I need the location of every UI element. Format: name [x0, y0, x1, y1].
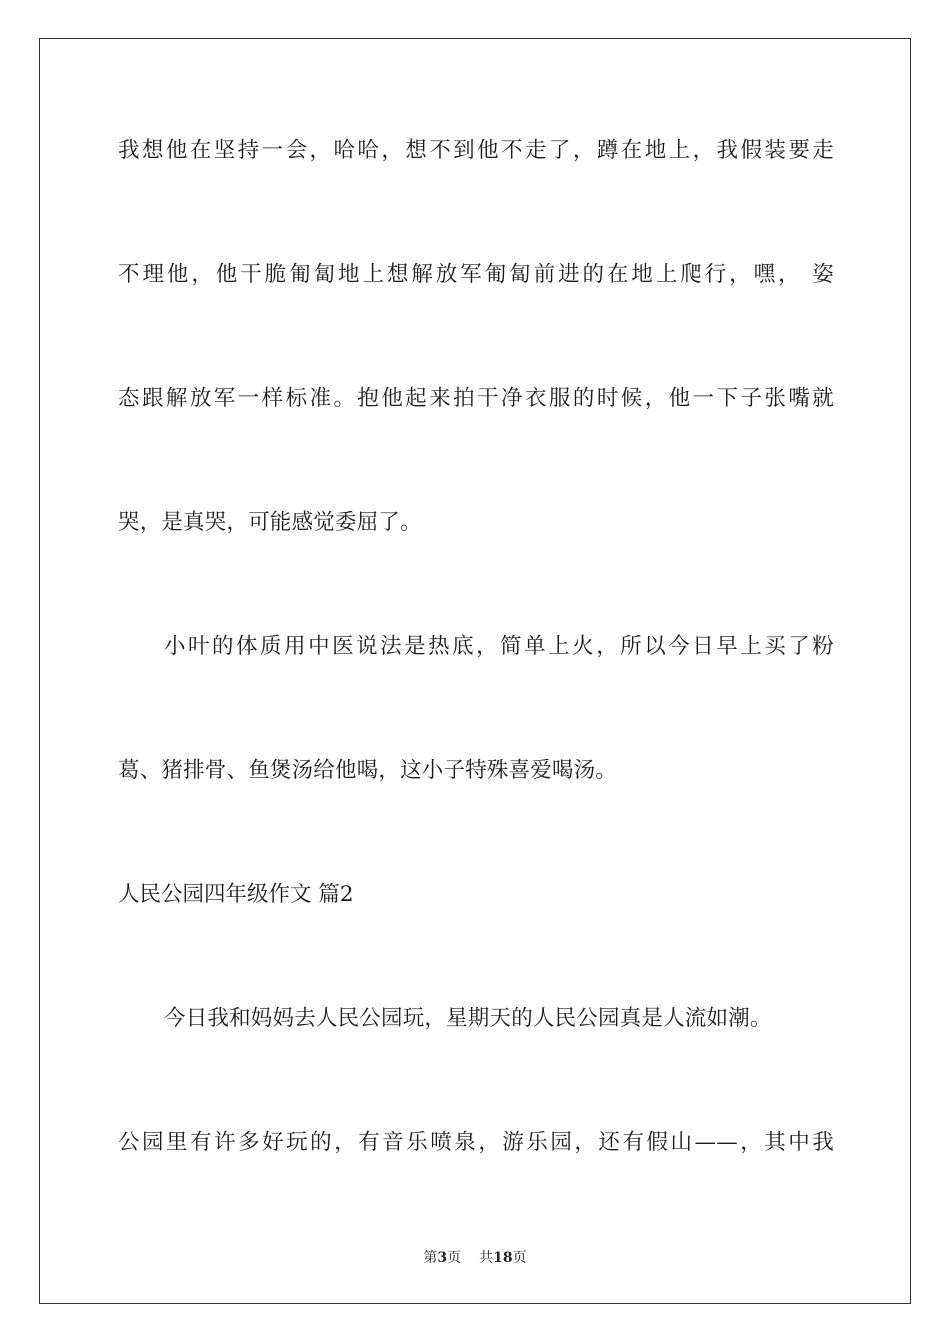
paragraph-line: 不理他，他干脆匍匐地上想解放军匍匐前进的在地上爬行，嘿， 姿 — [118, 262, 834, 287]
page-footer — [0, 1248, 950, 1268]
page-border — [39, 38, 911, 1304]
footer-prefix: 第 — [423, 1250, 438, 1266]
footer-total-suffix: 页 — [512, 1250, 527, 1266]
footer-page-suffix: 页 — [447, 1250, 462, 1266]
paragraph-line: 葛、猪排骨、鱼煲汤给他喝，这小子特殊喜爱喝汤。 — [118, 758, 618, 783]
current-page-number: 3 — [437, 1250, 448, 1266]
paragraph-line: 我想他在坚持一会，哈哈，想不到他不走了，蹲在地上，我假装要走 — [118, 138, 834, 163]
paragraph-line: 哭，是真哭，可能感觉委屈了。 — [118, 510, 422, 535]
paragraph-line: 今日我和妈妈去人民公园玩，星期天的人民公园真是人流如潮。 — [164, 1006, 772, 1031]
total-pages-number: 18 — [493, 1250, 513, 1266]
footer-total-prefix: 共 — [479, 1250, 494, 1266]
paragraph-line: 公园里有许多好玩的，有音乐喷泉，游乐园，还有假山——，其中我 — [118, 1130, 834, 1155]
paragraph-line: 小叶的体质用中医说法是热底，简单上火，所以今日早上买了粉 — [164, 634, 834, 659]
paragraph-line: 态跟解放军一样标准。抱他起来拍干净衣服的时候，他一下子张嘴就 — [118, 386, 834, 411]
section-heading: 人民公园四年级作文 篇2 — [118, 882, 354, 907]
